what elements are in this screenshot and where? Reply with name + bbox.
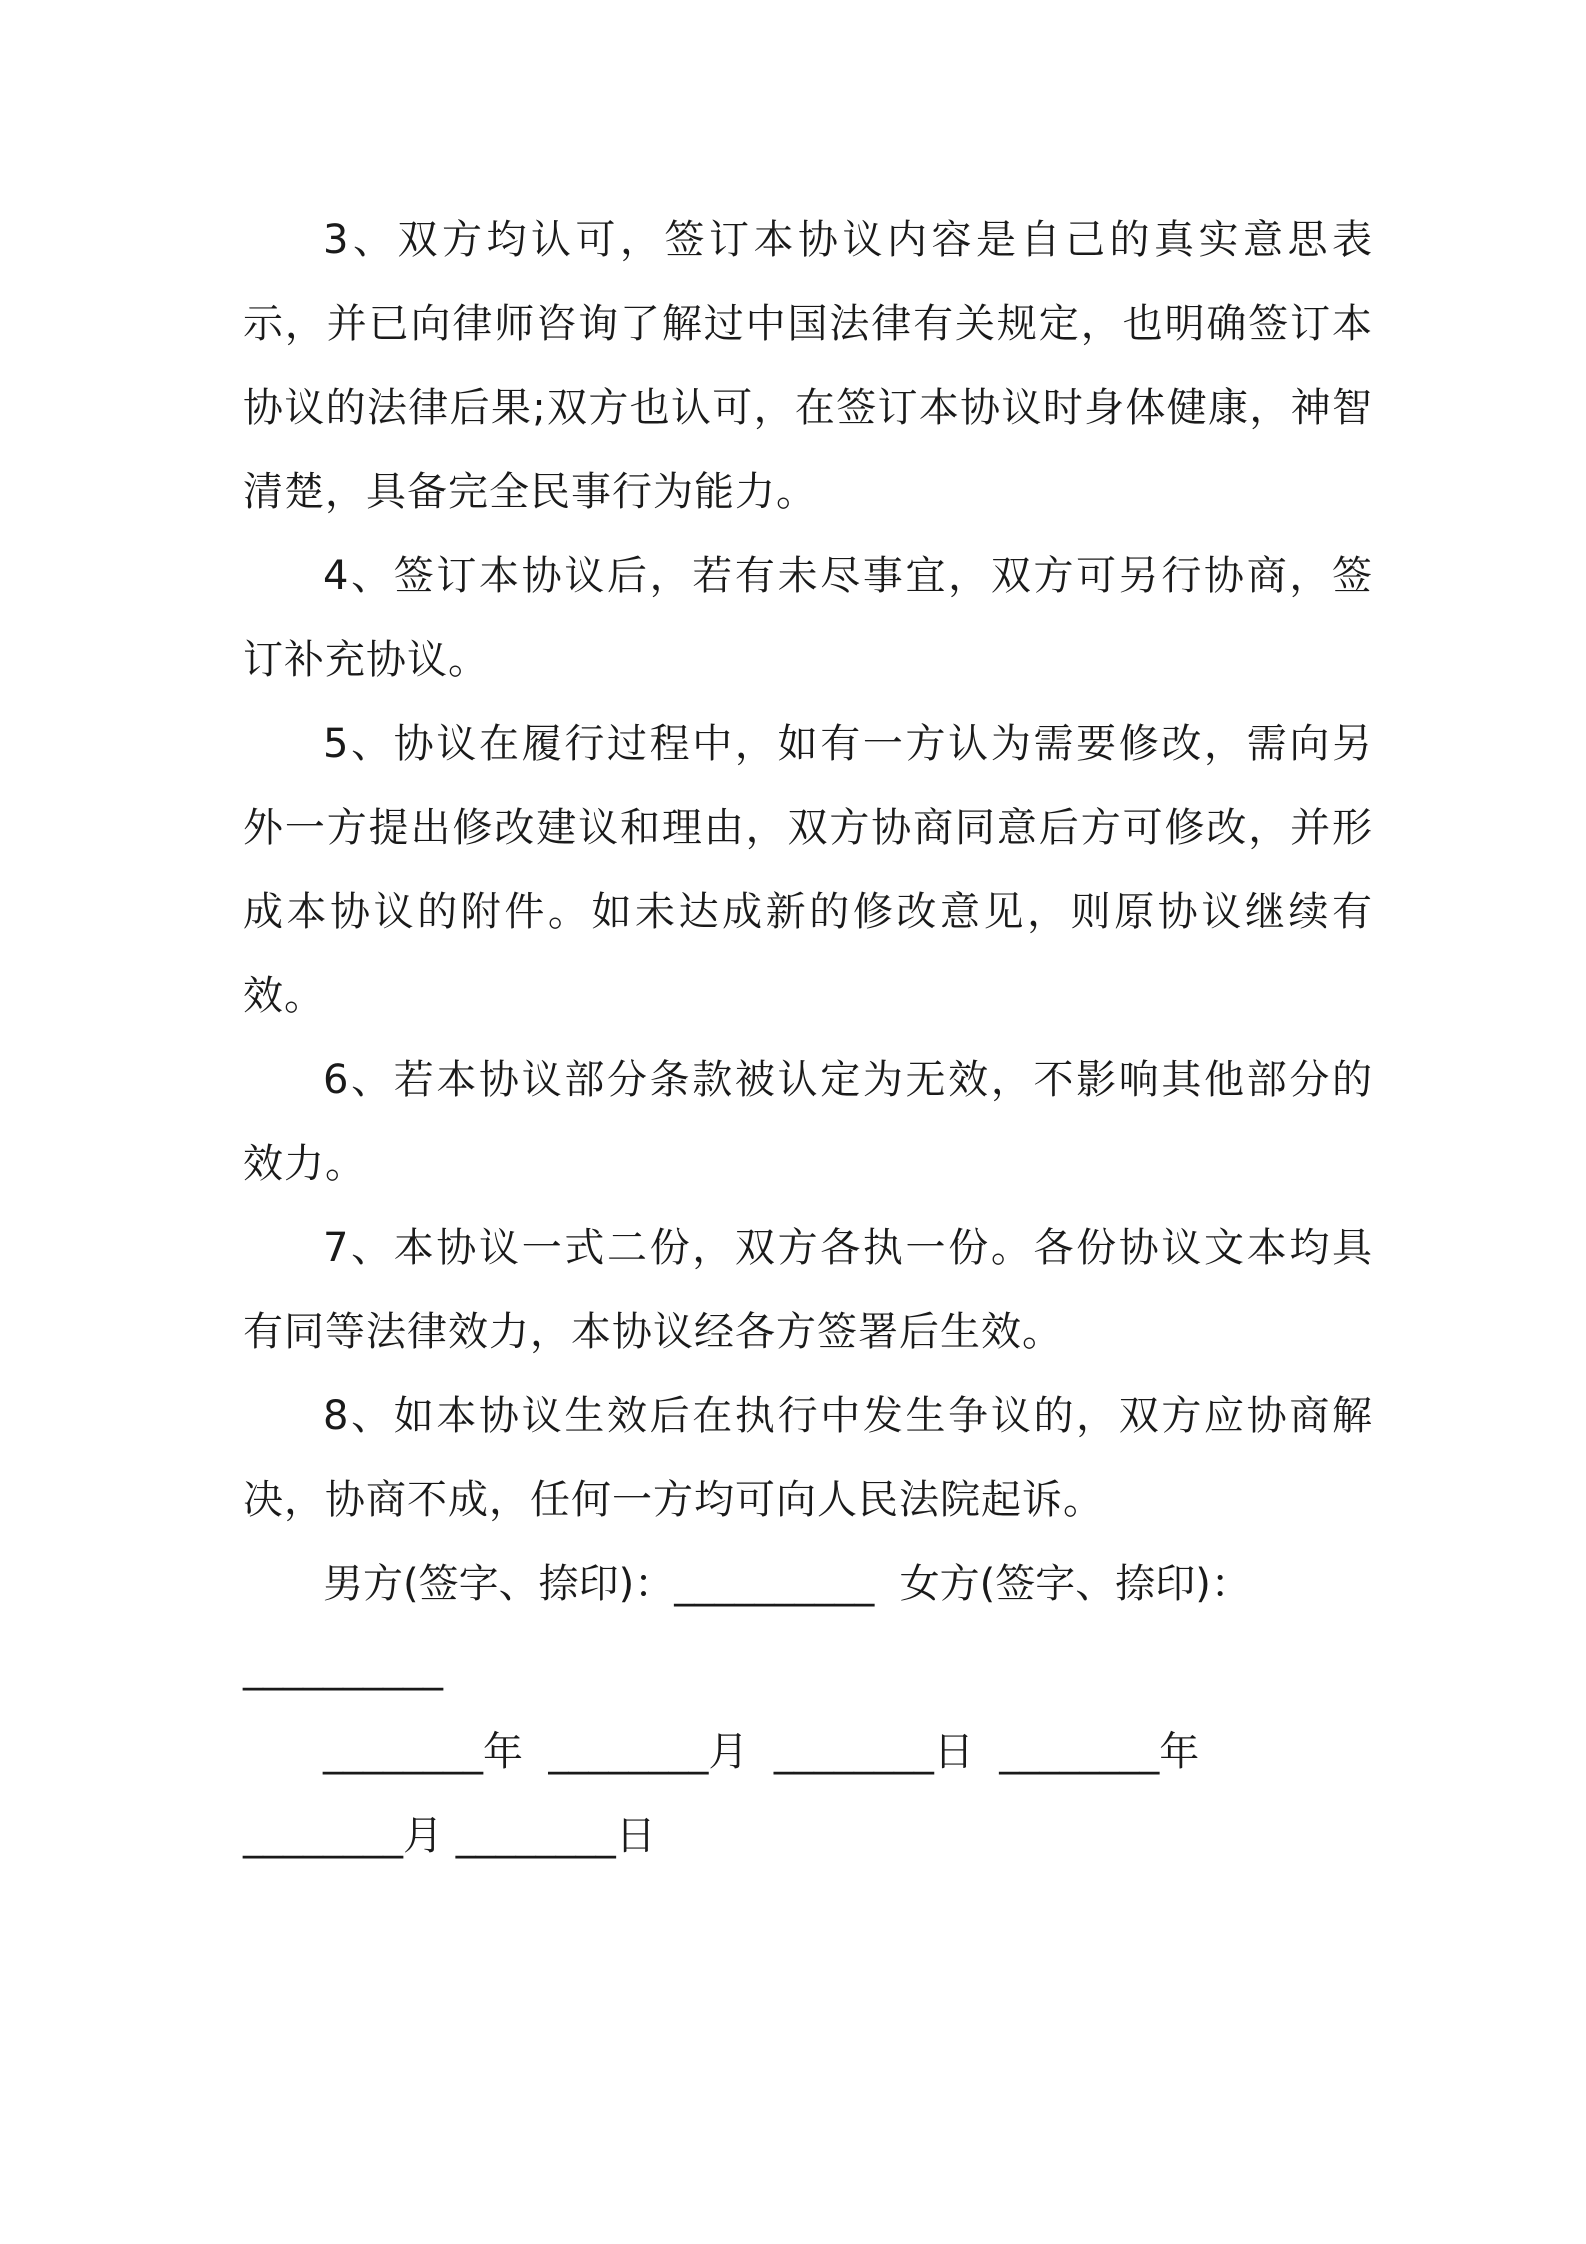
clause-8: 8、如本协议生效后在执行中发生争议的，双方应协商解决，协商不成，任何一方均可向人民法院起诉。 <box>243 1393 1373 1523</box>
clause-3: 3、双方均认可，签订本协议内容是自己的真实意思表示，并已向律师咨询了解过中国法律有关规定，也明确签订本协议的法律后果;双方也认可，在签订本协议时身体健康，神智清楚，具备完全民事行为能力。 <box>243 217 1373 515</box>
date-line-2: ________月 ________日 <box>243 1813 656 1859</box>
female-signature-blank: __________ <box>243 1645 443 1691</box>
date-line-1: ________年 ________月 ________日 ________年 <box>323 1729 1200 1775</box>
clause-7: 7、本协议一式二份，双方各执一份。各份协议文本均具有同等法律效力，本协议经各方签署后生效。 <box>243 1225 1373 1355</box>
clause-4: 4、签订本协议后，若有未尽事宜，双方可另行协商，签订补充协议。 <box>243 553 1373 683</box>
signature-line: 男方(签字、捺印)：__________ 女方(签字、捺印)： <box>323 1561 1251 1607</box>
clause-5: 5、协议在履行过程中，如有一方认为需要修改，需向另外一方提出修改建议和理由，双方协商同意后方可修改，并形成本协议的附件。如未达成新的修改意见，则原协议继续有效。 <box>243 721 1373 1019</box>
clause-6: 6、若本协议部分条款被认定为无效，不影响其他部分的效力。 <box>243 1057 1373 1187</box>
document-page <box>243 198 1373 1878</box>
